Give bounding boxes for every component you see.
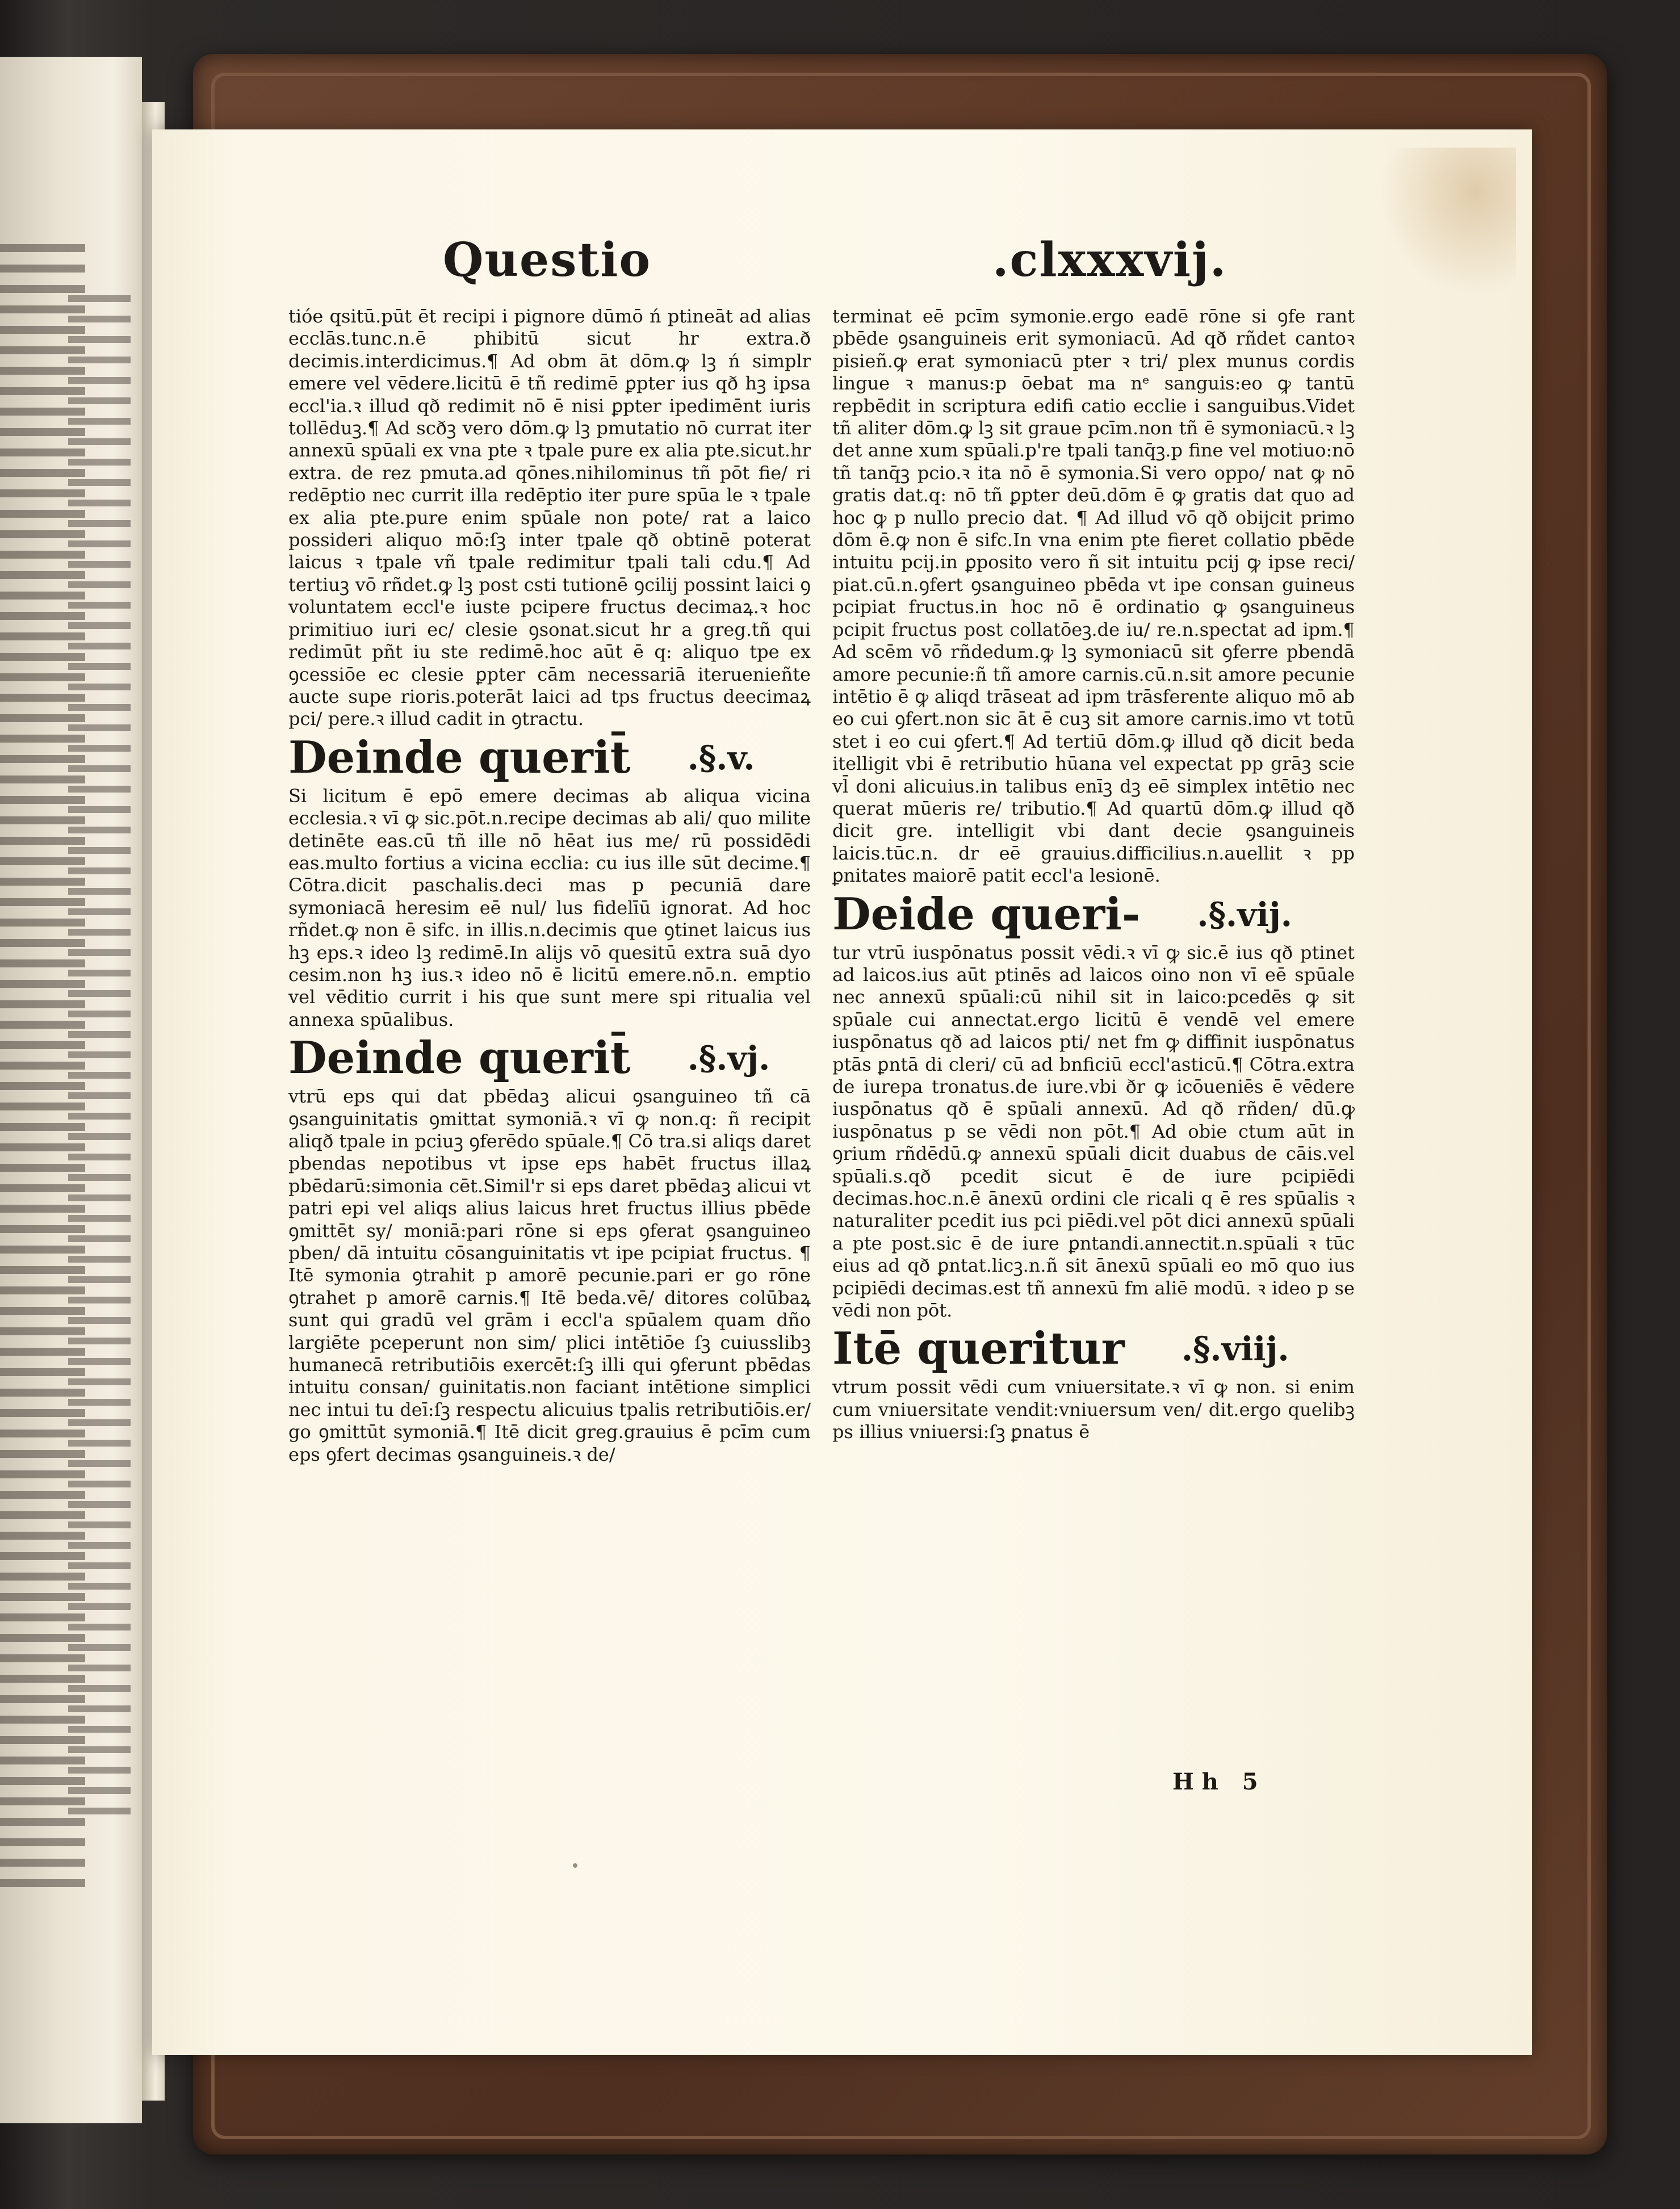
- pinhole-mark: [573, 1863, 577, 1868]
- facing-page-text-lines-2: [68, 295, 131, 1828]
- foxing-stain: [1380, 148, 1516, 295]
- section-title: Deinde querit̄: [288, 731, 631, 783]
- facing-page-edge: [0, 57, 142, 2123]
- signature-mark: Hh 5: [1172, 1768, 1266, 1795]
- section-heading: [832, 1322, 1355, 1376]
- section-heading: [288, 1031, 811, 1085]
- paragraph: Si licitum ē epō emere decimas ab aliqua vicina ecclesia.ꝛ vī ꝙ sic.pōt.n.recipe decimas ab ali/ quo milite detinēte eas.cū tñ ille nō hēat ius me/ rū possidēdi eas.multo fortius a vicina ecclia: cu ius ille sūt decime.¶ Cōtra.dicit paschalis.deci mas p pecuniā dare symoniacā heresim eē nul/ lus fidelīū ignorat. Ad hoc rñdet.ꝙ non ē sifc. in illis.n.decimis que ꝯtinet laicus ius hꝫ eps.ꝛ ideo lꝫ redimē.In alijs vō quesitū extra suā dyo cesim.non hꝫ ius.ꝛ ideo nō ē licitū emere.nō.n. emptio vel vēditio currit i his que sunt mere spi ritualia vel annexa spūalibus.: [288, 785, 811, 1030]
- paragraph: vtrum possit vēdi cum vniuersitate.ꝛ vī ꝙ non. si enim cum vniuersitate vendit:vniuersum ven/ dit.ergo quelibꝫ ps illius vniuersi:ſꝫ ꝑnatus ē: [832, 1376, 1355, 1443]
- section-heading: [832, 887, 1355, 942]
- paragraph: terminat eē pcīm symonie.ergo eadē rōne si ꝯfe rant pbēde ꝯsanguineis erit symoniacū. Ad qð rñdet cantoꝛ pisieñ.ꝙ erat symoniacū pter ꝛ tri/ plex munus cordis lingue ꝛ manus:p ōebat ma nᵉ sanguis:eo ꝙ tantū repbēdit in scriptura edifi catio ecclie i sanguibus.Videt tñ aliter dōm.ꝙ lꝫ sit graue pcīm.non tñ ē symoniacū.ꝛ lꝫ det anne xum spūali.p're tpali tanq̄ꝫ.p fine vel motiuo:nō tñ tanq̄ꝫ pcio.ꝛ ita nō ē symonia.Si vero oppo/ nat ꝙ nō gratis dat.q: nō tñ ꝑpter deū.dōm ē ꝙ gratis dat quo ad hoc ꝙ p nullo precio dat. ¶ Ad illud vō qð obijcit primo dōm ē.ꝙ non ē sifc.In vna enim pte fieret collatio pbēde intuitu pcij.in ꝑposito vero ñ sit intuitu pcij ꝙ ipse reci/ piat.cū.n.ꝯfert ꝯsanguineo pbēda vt ipe consan guineus pcipiat fructus.in hoc nō ē ordinatio ꝙ ꝯsanguineus pcipit fructus post collatōeꝫ.de iu/ re.n.spectat ad ipm.¶ Ad scēm vō rñdedum.ꝙ lꝫ symoniacū sit ꝯferre pbendā amore pecunie:ñ tñ amore carnis.cū.n.sit amore pecunie intētio ē ꝙ aliqd trāseat ad ipm trāsferente aliquo mō ab eo cui ꝯfert.non sic āt ē cuꝫ sit amore carnis.imo vt totū stet i eo cui ꝯfert.¶ Ad tertiū dōm.ꝙ illud qð dicit beda itelligit vbi ē retributio hūana vel expectat pp grāꝫ scie vl̄ doni alicuius.in talibus enīꝫ dꝫ eē simplex intētio nec querat mūeris re/ tributio.¶ Ad quartū dōm.ꝙ illud qð dicit gre. intelligit vbi dant decie ꝯsanguineis laicis.tūc.n. dr eē grauius.difficilius.n.auellit ꝛ pp ꝑnitates maiorē patit eccl'a lesionē.: [832, 305, 1355, 887]
- paragraph: tióe qsitū.pūt ēt recipi i pignore dūmō ń ptineāt ad alias ecclās.tunc.n.ē phibitū sicut hr extra.ð decimis.interdicimus.¶ Ad obm āt dōm.ꝙ lꝫ ń simplr emere vel vēdere.licitū ē tñ redimē ꝑpter ius qð hꝫ ipsa eccl'ia.ꝛ illud qð redimit nō ē nisi ꝑpter ipedimēnt iuris tollēduꝫ.¶ Ad scðꝫ vero dōm.ꝙ lꝫ pmutatio nō currat iter annexū spūali ex vna pte ꝛ tpale pure ex alia pte.sicut.hr extra. de rez pmuta.ad qōnes.nihilominus tñ pōt fie/ ri redēptio nec currit illa redēptio iter pure spūa le ꝛ tpale ex alia pte.pure enim spūale non pote/ rat a laico possideri aliquo mō:ſꝫ inter tpale qð obtinē poterat laicus ꝛ tpale vñ tpale redimitur tpali tali cdu.¶ Ad tertiuꝫ vō rñdet.ꝙ lꝫ post csti tutionē ꝯcilij possint laici ꝯ voluntatem eccl'e iuste pcipere fructus decimaꝝ.ꝛ hoc primitiuo iuri ec/ clesie ꝯsonat.sicut hr a greg.tñ qui redimūt pñt iu ste redimē.hoc aūt ē q: aliquo tpe ex ꝯcessiōe ec clesie ꝑpter cām necessariā iteruenieñte aucte supe rioris.poterāt laici ad tps fructus deecimaꝝ pci/ pere.ꝛ illud cadit in ꝯtractu.: [288, 305, 811, 730]
- section-number: .§.viij.: [1181, 1330, 1289, 1369]
- section-number: .§.vj.: [687, 1039, 770, 1078]
- text-column-left: [288, 305, 811, 1466]
- running-head-left: Questio: [443, 233, 652, 287]
- section-number: .§.v.: [687, 738, 755, 777]
- section-number: .§.vij.: [1197, 895, 1293, 934]
- running-head-folio: .clxxxvij.: [992, 233, 1227, 287]
- section-title: Itē queritur: [832, 1323, 1125, 1375]
- paragraph: vtrū eps qui dat pbēdaꝫ alicui ꝯsanguineo tñ cā ꝯsanguinitatis ꝯmittat symoniā.ꝛ vī ꝙ non.q: ñ recipit aliqð tpale in pciuꝫ ꝯferēdo spūale.¶ Cō tra.si aliqs daret pbendas nepotibus vt ipse eps habēt fructus illaꝝ pbēdarū:simonia cēt.Simil'r si eps daret pbēdaꝫ alicui vt patri epi vel aliqs alius laicus hret fructus illius pbēde ꝯmittēt sy/ moniā:pari rōne si eps ꝯferat ꝯsanguineo pben/ dā intuitu cōsanguinitatis vt ipe pcipiat fructus. ¶ Itē symonia ꝯtrahit p amorē pecunie.pari er go rōne ꝯtrahet p amorē carnis.¶ Itē beda.vē/ ditores colūbaꝝ sunt qui gradū vel grām i eccl'a spūalem quam dño largiēte pceperunt non sim/ plici intētiōe ſꝫ cuiusslibꝫ humanecā retributiōis exercēt:ſꝫ illi qui ꝯferunt pbēdas intuitu consan/ guinitatis.non faciant intētione simplici nec intui tu deī:ſꝫ respectu alicuius tpalis retributiōis.er/ go ꝯmittūt symoniā.¶ Itē dicit greg.grauius ē pcīm cum eps ꝯfert decimas ꝯsanguineis.ꝛ de/: [288, 1085, 811, 1465]
- paragraph: tur vtrū iuspōnatus possit vēdi.ꝛ vī ꝙ sic.ē ius qð ptinet ad laicos.ius aūt ptinēs ad laicos oino non vī eē spūale nec annexū spūali:cū nihil sit in laico:pcedēs ꝙ sit spūale cui annectat.ergo licitū ē vendē vel emere iuspōnatus qð ad laicos pti/ net fm ꝙ diffinit iuspōnatus ptās ꝑntā di cleri/ cū ad bnficiū eccl'asticū.¶ Cōtra.extra de iurepa tronatus.de iure.vbi ðr ꝙ icōueniēs ē vēdere iuspōnatus qð ē spūali annexū. Ad qð rñden/ dū.ꝙ iuspōnatus p se vēdi non pōt.¶ Ad obie ctum aūt in ꝯrium rñdēdū.ꝙ annexū spūali dicit duabus de cāis.vel spūali.s.qð pcedit sicut ē de iure pcipiēdi decimas.hoc.n.ē ānexū ordini cle ricali q ē res spūalis ꝛ naturaliter pcedit ius pci piēdi.vel pōt dici annexū spūali a pte post.sic ē de iure ꝑntandi.annectit.n.spūali ꝛ tūc eius ad qð ꝑntat.licꝫ.n.ñ sit ānexū spūali eo mō quo ius pcipiēdi decimas.est tñ annexū fm aliē modū. ꝛ ideo p se vēdi non pōt.: [832, 941, 1355, 1322]
- section-title: Deinde querit̄: [288, 1032, 631, 1084]
- text-column-right: [832, 305, 1355, 1444]
- section-title: Deide queri-: [832, 888, 1141, 940]
- section-heading: [288, 731, 811, 785]
